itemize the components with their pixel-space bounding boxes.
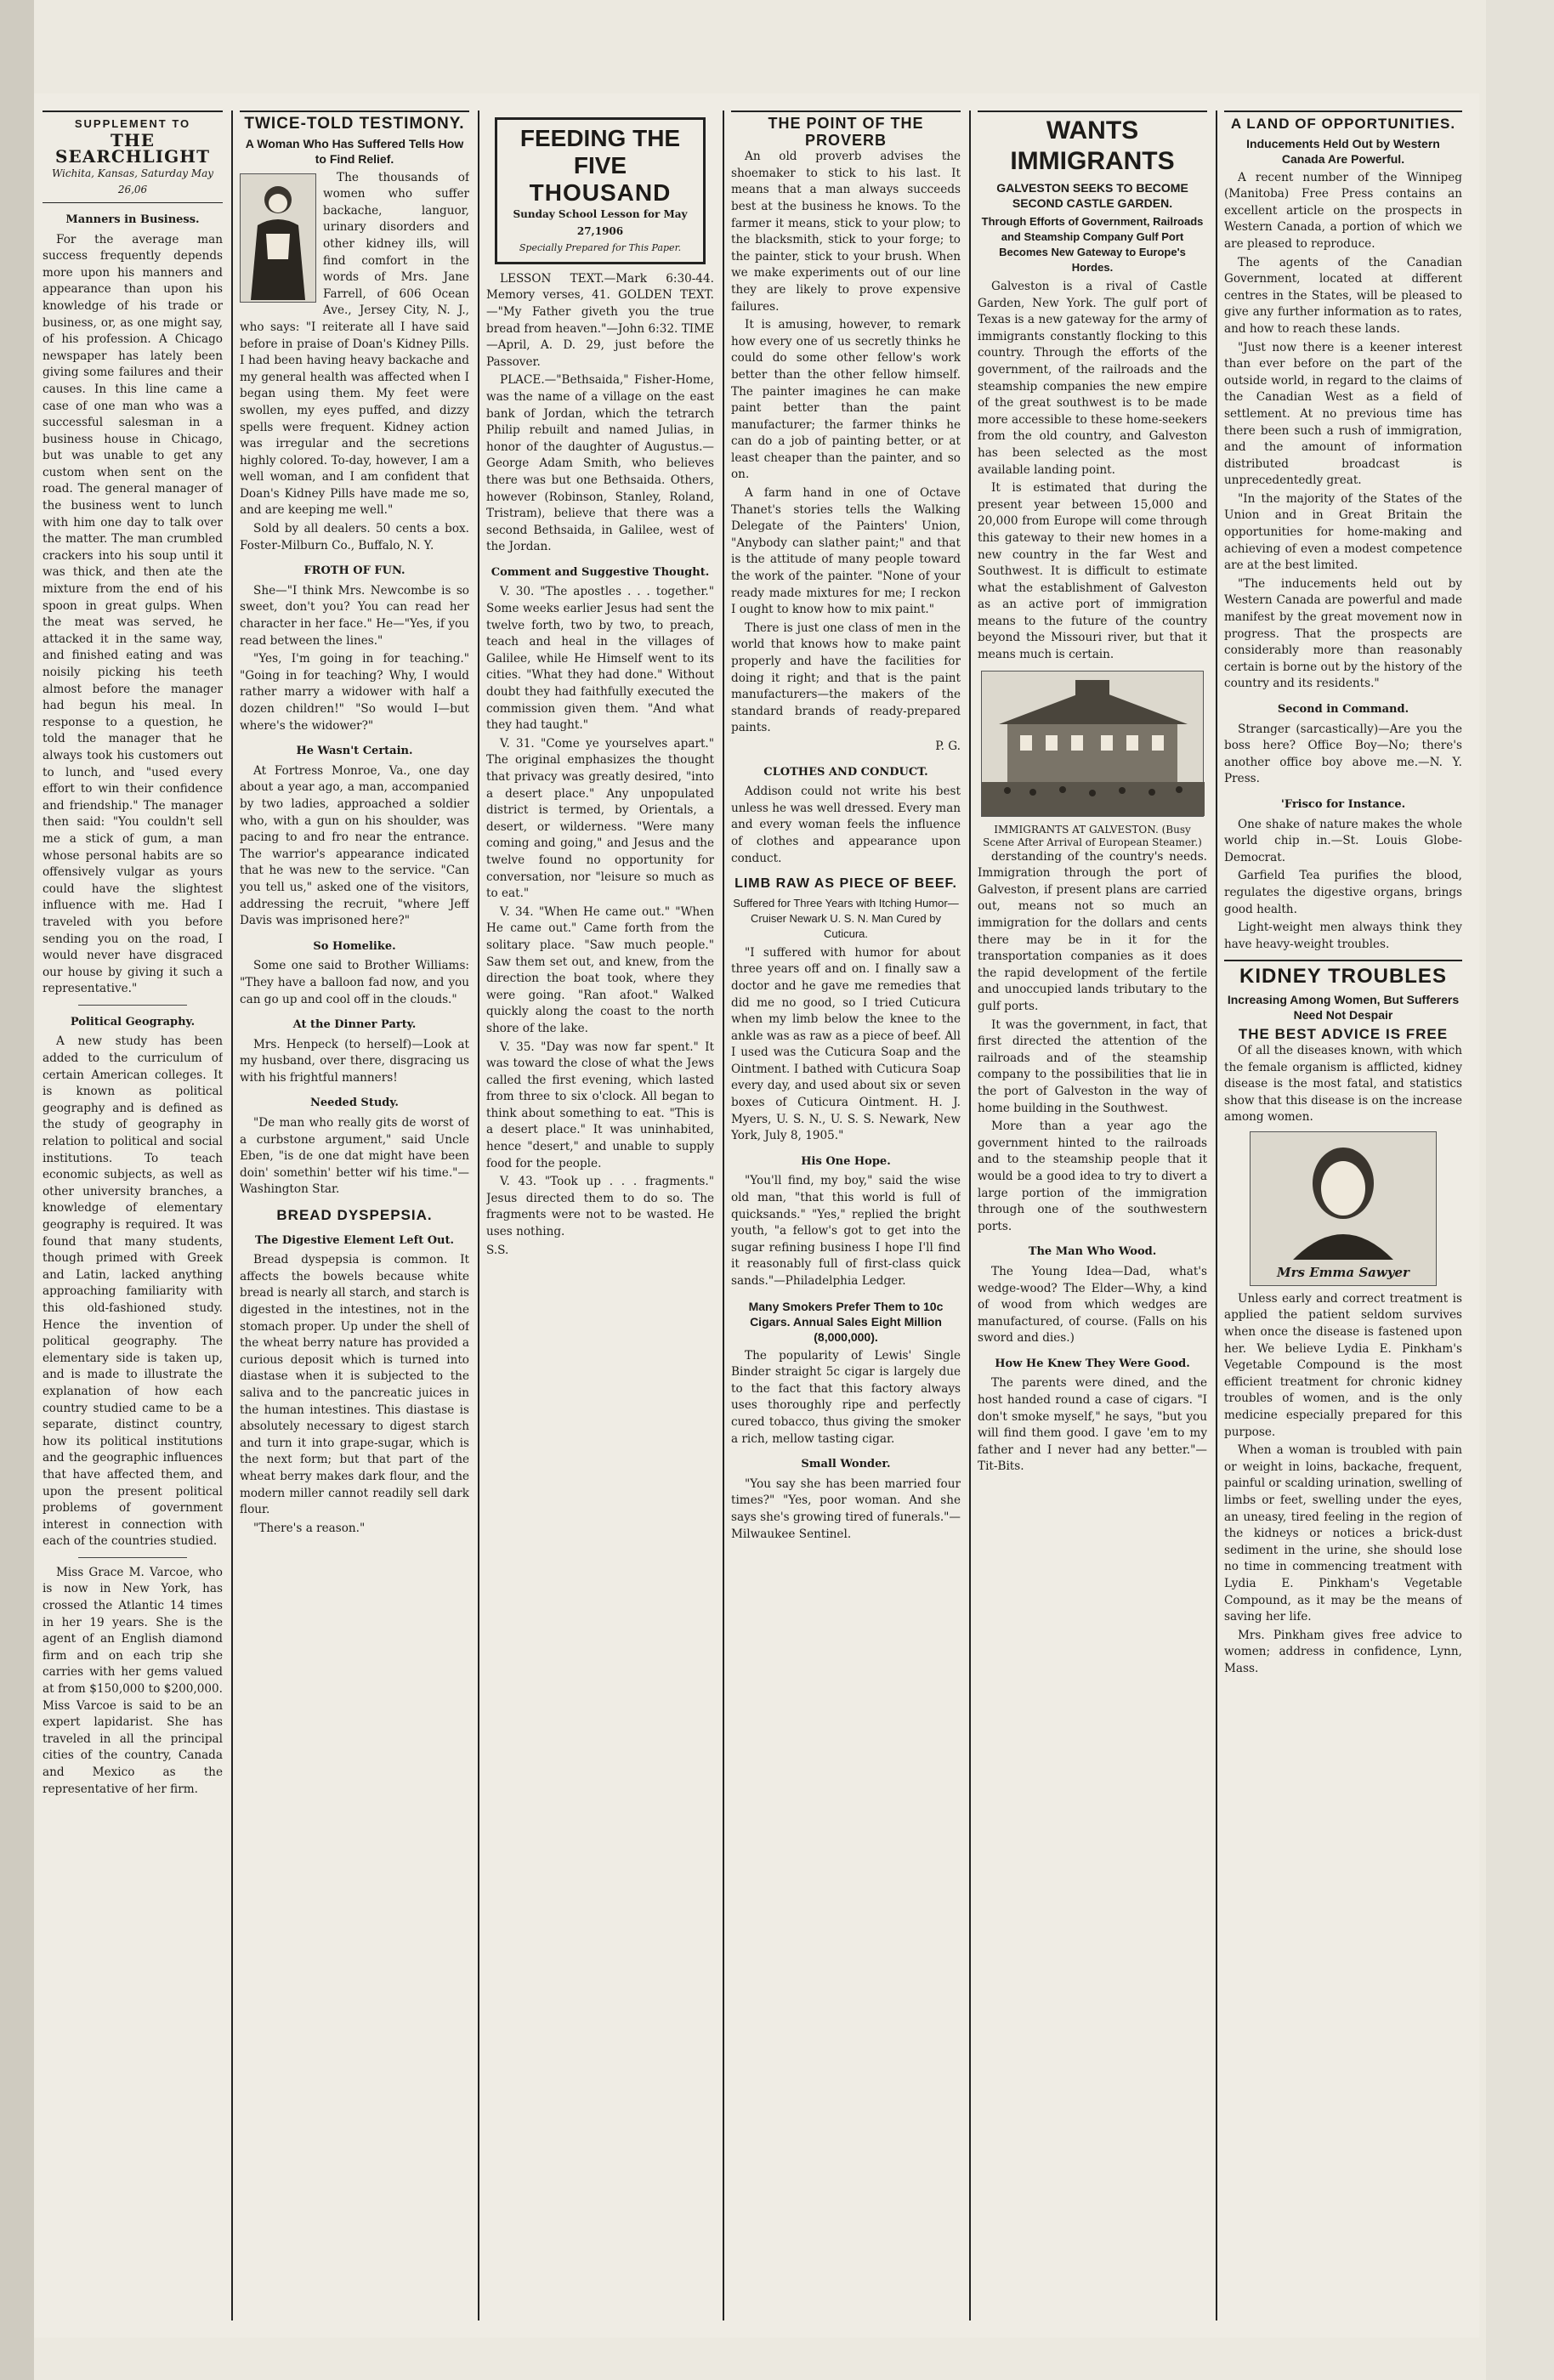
article-text: There is just one class of men in the world that knows how to make paint properly and have the facilities for doing it right; and that is the paint manufacturers—the makers of the standard brands of ready-prepared paints.: [731, 620, 961, 735]
article-text: Garfield Tea purifies the blood, regulates the digestive organs, brings good health.: [1224, 869, 1462, 916]
article-text: Galveston is a rival of Castle Garden, New York. The gulf port of Texas is a new gateway for the army of immigrants constantly flocking to this country. Through the efforts of the government, of the railroads and the steamship companies the new empire of the great southwest is to be made more accessible to these home-seekers from the old country, and Galveston has been selected as the most available landing point.: [978, 280, 1207, 477]
column-1: [43, 110, 223, 2320]
signature: P. G.: [935, 739, 961, 753]
article-text: More than a year ago the government hinted to the railroads and to the steamship people that it would be a good idea to try to divert a large portion of the immigration through one of the southwestern ports.: [978, 1119, 1207, 1233]
article-text: PLACE.—"Bethsaida," Fisher-Home, was the name of a village on the east bank of Jordan, which the tetrarch Philip rebuilt and named Julias, in honor of the daughter of Augustus.—George Adam Smith, who believes there was but one Bethsaida. Others, however (Robinson, Stanley, Roland, Tristram), believe that there was a second Bethsaida, in Galilee, west of the Jordan.: [486, 373, 714, 554]
portrait-label: Mrs Emma Sawyer: [1277, 1265, 1409, 1281]
article-text: The parents were dined, and the host handed round a case of cigars. "I don't smoke myself," he says, "but you will find them good. I gave 'em to my father and I never had any better."—Tit-Bits.: [978, 1376, 1207, 1474]
column-2: [240, 110, 469, 2320]
article-text: Addison could not write his best unless he was well dressed. Every man and every woman feels the influence of clothes and appearance upon conduct.: [731, 785, 961, 865]
ad-best-advice: THE BEST ADVICE IS FREE: [1238, 1026, 1449, 1043]
masthead-title: THE SEARCHLIGHT: [55, 129, 210, 167]
article-text: It was the government, in fact, that first directed the attention of the railroads and of the steamship company to the possibilities that lie in the port of Galveston in the way of home building in the Southwest.: [978, 1017, 1207, 1115]
article-text: Mrs. Henpeck (to herself)—Look at my husband, over there, disgracing us with his frightful manners!: [240, 1037, 469, 1085]
headline-man-who-wood: The Man Who Wood.: [1028, 1245, 1157, 1259]
headline-political-geography: Political Geography.: [70, 1015, 196, 1028]
article-text: A new study has been added to the curriculum of certain American colleges. It is known as political geography and is defined as the study of geography in relation to political and social institutions. To teach economic subjects, as well as other university branches, a knowledge of elementary geography is required. It was found that many students, though primed with Greek and Latin, lacked anything approaching familiarity with this old-fashioned study. Hence the invention of political geography. The elementary side is taken up, and is made to illustrate the explanation of how each country studied came to be a separate, distinct country, how its political institutions and the geographic influences that have affected them, and upon the present political problems of government interest in connection with each of the countries studied.: [43, 1034, 223, 1549]
headline-land-opportunities: A LAND OF OPPORTUNITIES.: [1224, 110, 1462, 133]
article-text: A recent number of the Winnipeg (Manitoba) Free Press contains an excellent article on the prospects in Western Canada, a portion of which we are pleased to reproduce.: [1224, 170, 1462, 251]
subhead-digestive: The Digestive Element Left Out.: [254, 1233, 455, 1247]
subhead-woman: A Woman Who Has Suffered Tells How to Find Relief.: [245, 136, 464, 166]
article-text: A farm hand in one of Octave Thanet's stories tells the Walking Delegate of the Painters' Union, "Anybody can slather paint;" and that is the attitude of many people toward the work of the painter. "None of your ready made mixtures for me; I reckon I ought to know how to mix paint.": [731, 486, 961, 617]
box-subtitle: Sunday School Lesson for May 27,1906: [513, 208, 688, 237]
dateline: Wichita, Kansas, Saturday May 26,06: [51, 167, 214, 196]
signature: S.S.: [486, 1243, 509, 1257]
article-text: "Just now there is a keener interest than ever before on the part of the outside world, in regard to the claims of the Canadian West as a field of settlement. At no previous time has there been such a rush of immigration, and the amount of information distributed broadcast is unprecedentedly great.: [1224, 340, 1462, 488]
article-text: "The inducements held out by Western Canada are powerful and made manifest by the great movement now in progress. That the prospects are considerably more than reasonably certain is borne out by the history of the country and its residents.": [1224, 576, 1462, 691]
article-text: Stranger (sarcastically)—Are you the boss here? Office Boy—No; there's another office boy above me.—N. Y. Press.: [1224, 722, 1462, 786]
article-text: Bread dyspepsia is common. It affects the bowels because white bread is nearly all starch, and starch is digested in the intestines, not in the stomach proper. Up under the shell of the wheat berry nature has provided a curious deposit which is turned into diastase when it is subjected to the saliva and to the pancreatic juices in the human intestines. This diastase is absolutely necessary to digest starch and turn it into grape-sugar, which is the next form; but that part of the wheat berry makes dark flour, and the modern miller cannot readily sell dark flour.: [240, 1253, 469, 1517]
headline-needed-study: Needed Study.: [310, 1096, 399, 1110]
supplement-label: SUPPLEMENT TO: [74, 117, 191, 130]
column-6: [1224, 110, 1462, 2320]
article-text: "De man who really gits de worst of a curbstone argument," said Uncle Eben, "is de one dat might have been doin' somethin' better wif his time."—Washington Star.: [240, 1116, 469, 1197]
portrait-illustration: [1250, 1131, 1437, 1286]
box-title-2: THOUSAND: [529, 179, 672, 206]
article-text: One shake of nature makes the whole world chip in.—St. Louis Globe-Democrat.: [1224, 817, 1462, 864]
subhead-government: Through Efforts of Government, Railroads and Steamship Company Gulf Port Becomes New Gateway to Europe's Hordes.: [981, 215, 1204, 274]
article-text: The thousands of women who suffer backache, languor, urinary disorders and other kidney ills, will find comfort in the words of Mrs. Jane Farrell, of 606 Ocean Ave., Jersey City, N. J., who says: "I reiterate all I have said before in praise of Doan's Kidney Pills. I had been having heavy backache and my general health was affected when I began using them. My feet were swollen, my eyes puffed, and dizzy spells were frequent. Kidney action was irregular and the secretions highly colored. To-day, however, I am a well woman, and I am confident that Doan's Kidney Pills have made me so, and are keeping me well.": [240, 170, 469, 518]
article-text: It is estimated that during the present year between 15,000 and 20,000 from Europe will come through this gateway to their new homes in a new country in the far West and Southwest. It is difficult to estimate what the establishment of Galveston as an active port of immigration means to the future of the country beyond the Missouri river, but that it means much is certain.: [978, 481, 1207, 662]
article-text: derstanding of the country's needs. Immigration through the port of Galveston, if present plans are carried out, means not so much an immigration for the dollars and cents there may be in it for the transportation companies as it does the rapid development of the fertile and unoccupied lands tributary to the gulf ports.: [978, 849, 1207, 1013]
article-text: It is amusing, however, to remark how every one of us secretly thinks he could do some other fellow's work better than the other fellow himself. The painter imagines he can make paint better than the paint manufacturer; the farmer thinks he can do a job of painting better, or at least cheaper than the painter, and so on.: [731, 318, 961, 482]
article-text: "In the majority of the States of the Union and in Great Britain the opportunities for home-making and achieving of even a modest competence are at the best limited.: [1224, 491, 1462, 573]
article-text: "You say she has been married four times?" "Yes, poor woman. And she says she's growing tired of funerals."—Milwaukee Sentinel.: [731, 1476, 961, 1541]
headline-homelike: So Homelike.: [313, 939, 396, 953]
headline-dinner-party: At the Dinner Party.: [292, 1018, 417, 1032]
article-text: LESSON TEXT.—Mark 6:30-44. Memory verses, 41. GOLDEN TEXT.—"My Father giveth you the true bread from heaven."—John 6:32. TIME—April, A. D. 29, just before the Passover.: [486, 271, 714, 369]
box-note: Specially Prepared for This Paper.: [519, 242, 682, 254]
headline-wants-immigrants: WANTS IMMIGRANTS: [978, 110, 1207, 177]
article-text: V. 43. "Took up . . . fragments." Jesus directed them to do so. The fragments were not to be wasted. He uses nothing.: [486, 1175, 714, 1239]
box-title-1: FEEDING THE FIVE: [519, 125, 681, 178]
headline-manners: Manners in Business.: [65, 212, 200, 226]
article-text: Light-weight men always think they have heavy-weight troubles.: [1224, 921, 1462, 951]
headline-bread-dyspepsia: BREAD DYSPEPSIA.: [276, 1207, 433, 1224]
headline-twice-told: TWICE-TOLD TESTIMONY.: [240, 110, 469, 133]
headline-knew-good: How He Knew They Were Good.: [995, 1357, 1190, 1370]
article-text: At Fortress Monroe, Va., one day about a year ago, a man, accompanied by two ladies, approached a soldier who, with a gun on his shoulder, was pacing to and fro near the entrance. The warrior's appearance indicated that he was new to the service. "Can you tell us," asked one of the visitors, addressing the recruit, "where Jeff Davis was imprisoned here?": [240, 763, 469, 928]
newspaper-page: [34, 94, 1479, 2338]
article-text: Of all the diseases known, with which the female organism is afflicted, kidney disease is the most fatal, and statistics show that this disease is on the increase among women.: [1224, 1043, 1462, 1125]
page-edge-right: [1486, 0, 1554, 2380]
page-edge-left: [0, 0, 34, 2380]
article-text: V. 31. "Come ye yourselves apart." The original emphasizes the thought that privacy was greatly desired, "into a desert place." Any unpopulated district is termed, by Orientals, a desert, or wilderness. "Were many coming and going," and Jesus and the twelve found no opportunity for conversation, nor "leisure so much as to eat.": [486, 736, 714, 901]
article-text: The Young Idea—Dad, what's wedge-wood? The Elder—Why, a kind of wood from which wedges are manufactured, of course. (Falls on his sword and dies.): [978, 1264, 1207, 1346]
article-text: Sold by all dealers. 50 cents a box. Foster-Milburn Co., Buffalo, N. Y.: [240, 522, 469, 552]
article-text: When a woman is troubled with pain or weight in loins, backache, frequent, painful or scalding urination, swelling of limbs or feet, swelling under the eyes, an uneasy, tired feeling in the region of the kidneys or notices a brick-dust sediment in the urine, she should lose no time in commencing treatment with Lydia E. Pinkham's Vegetable Compound, as it may be the means of saving her life.: [1224, 1443, 1462, 1624]
article-text: "Yes, I'm going in for teaching." "Going in for teaching? Why, I would rather marry a widower with half a dozen children!" "So would I—but where's the widower?": [240, 652, 469, 733]
woman-illustration: [240, 173, 316, 303]
column-5: [978, 110, 1207, 2320]
article-text: Some one said to Brother Williams: "They have a balloon fad now, and you can go up and cool off in the clouds.": [240, 959, 469, 1006]
headline-limb-raw: LIMB RAW AS PIECE OF BEEF.: [734, 876, 957, 892]
article-text: V. 35. "Day was now far spent." It was toward the close of what the Jews called the first evening, which lasted from three to six o'clock. All began to think about something to eat. "This is a desert place." It was uninhabited, hence "desert," and unable to supply food for the people.: [486, 1040, 714, 1170]
article-text: "There's a reason.": [253, 1521, 366, 1535]
headline-comment: Comment and Suggestive Thought.: [491, 565, 710, 579]
headline-smokers: Many Smokers Prefer Them to 10c Cigars. Annual Sales Eight Million (8,000,000).: [748, 1299, 944, 1344]
article-text: Mrs. Pinkham gives free advice to women; address in confidence, Lynn, Mass.: [1224, 1628, 1462, 1675]
article-text: The popularity of Lewis' Single Binder straight 5c cigar is largely due to the fact that this factory always uses thoroughly ripe and perfectly cured tobacco, thus giving the smoker a rich, mellow tasting cigar.: [731, 1348, 961, 1446]
column-3: [486, 110, 714, 2320]
article-text: An old proverb advises the shoemaker to stick to his last. It means that a man always succeeds best at the business he knows. To the farmer it means, stick to your plow; to the blacksmith, stick to your forge; to the painter, stick to your brush. When we make experiments out of our line they are likely to prove expensive failures.: [731, 150, 961, 314]
headline-clothes: CLOTHES AND CONDUCT.: [763, 765, 928, 779]
ad-kidney-troubles: KIDNEY TROUBLES: [1239, 965, 1447, 989]
article-text: For the average man success frequently depends more upon his manners and appearance than upon his knowledge of his trade or business, or, as one might say, of his profession. A Chicago newspaper has lately been giving some failures and their causes. In this line came a case of one man who was a successful salesman in a business house in Chicago, but was unable to get any custom when sent on the road. The general manager of the business went to lunch with him one day to talk over the matter. The man crumbled crackers into his soup until it was thick, and then ate the mixture from the end of his spoon in great gulps. When the meat was served, he attacked it in the same way, and finished eating and was noisily picking his teeth almost before the manager had begun his meal. In response to a question, he told the manager that he always took his customers out to lunch, and "used every effort to win their confidence and friendship." The manager then said: "You couldn't sell me a stick of gum, a man whose personal habits are so offensively vulgar as yours could have the slightest influence with me. Had I traveled with you before sending you on the road, I would never have disgraced our house by giving it such a representative.": [43, 232, 223, 996]
headline-frisco: 'Frisco for Instance.: [1280, 797, 1406, 811]
subhead-galveston: GALVESTON SEEKS TO BECOME SECOND CASTLE GARDEN.: [996, 181, 1188, 210]
article-text: "You'll find, my boy," said the wise old man, "that this world is full of quicksands." "Yes," replied the bright youth, "a fellow's got to get into the sugar refining business I hope I'll find it reasonably full of first-class quick sands."—Philadelphia Ledger.: [731, 1174, 961, 1288]
article-text: Unless early and correct treatment is applied the patient seldom survives when once the disease is fastened upon her. We believe Lydia E. Pinkham's Vegetable Compound is the most efficient treatment for chronic kidney troubles of women, and is the only medicine especially prepared for this purpose.: [1224, 1291, 1462, 1439]
headline-wasnt-certain: He Wasn't Certain.: [296, 745, 413, 758]
headline-one-hope: His One Hope.: [801, 1154, 891, 1168]
article-text: "I suffered with humor for about three years off and on. I finally saw a doctor and he gave me remedies that did me no good, so I tried Cuticura when my limb below the knee to the ankle was as raw as a piece of beef. All I used was the Cuticura Soap and the Ointment. I bathed with Cuticura Soap every day, and used about six or seven boxes of Cuticura Ointment. H. J. Myers, U. S. N., U. S. S. Newark, New York, July 8, 1905.": [731, 945, 961, 1143]
sunday-school-box: [495, 117, 706, 264]
column-4: [731, 110, 961, 2320]
immigrants-illustration: [981, 671, 1204, 817]
headline-proverb: THE POINT OF THE PROVERB: [731, 110, 961, 149]
ad-subhead: Increasing Among Women, But Sufferers Need Not Despair: [1227, 993, 1460, 1023]
headline-froth: FROTH OF FUN.: [303, 564, 406, 578]
article-text: V. 34. "When He came out." "When He came out." Came forth from the solitary place. "Saw much people." Saw them set out, and knew, from the direction the boat took, where they were going. "Ran afoot." Walked quickly along the coast to the north shore of the lake.: [486, 904, 714, 1035]
subhead-cuticura: Suffered for Three Years with Itching Humor—Cruiser Newark U. S. N. Man Cured by Cuticura.: [733, 896, 959, 940]
illustration-caption: IMMIGRANTS AT GALVESTON. (Busy Scene After Arrival of European Steamer.): [983, 823, 1202, 848]
article-text: Miss Grace M. Varcoe, who is now in New York, has crossed the Atlantic 14 times in her 19 years. She is the agent of an English diamond firm and on each trip she carries with her gems valued at from $150,000 to $200,000. Miss Varcoe is said to be an expert lapidarist. She has traveled in all the principal cities of the country, Canada and Mexico as the representative of her firm.: [43, 1565, 223, 1796]
subhead-inducements: Inducements Held Out by Western Canada Are Powerful.: [1246, 136, 1440, 166]
headline-second-command: Second in Command.: [1277, 703, 1409, 716]
article-text: The agents of the Canadian Government, located at different centres in the States, will be pleased to give any further information as to rates, and how to reach these lands.: [1224, 255, 1462, 336]
headline-small-wonder: Small Wonder.: [801, 1458, 891, 1471]
article-text: She—"I think Mrs. Newcombe is so sweet, don't you? You can read her character in her face." He—"Yes, if you read between the lines.": [240, 583, 469, 648]
article-text: V. 30. "The apostles . . . together." Some weeks earlier Jesus had sent the twelve forth, two by two, to preach, teach and heal in the villages of Galilee, while He Himself went to its cities. "What they had done." Without doubt they had faithfully executed the commission given them. "And what they had taught.": [486, 585, 714, 733]
